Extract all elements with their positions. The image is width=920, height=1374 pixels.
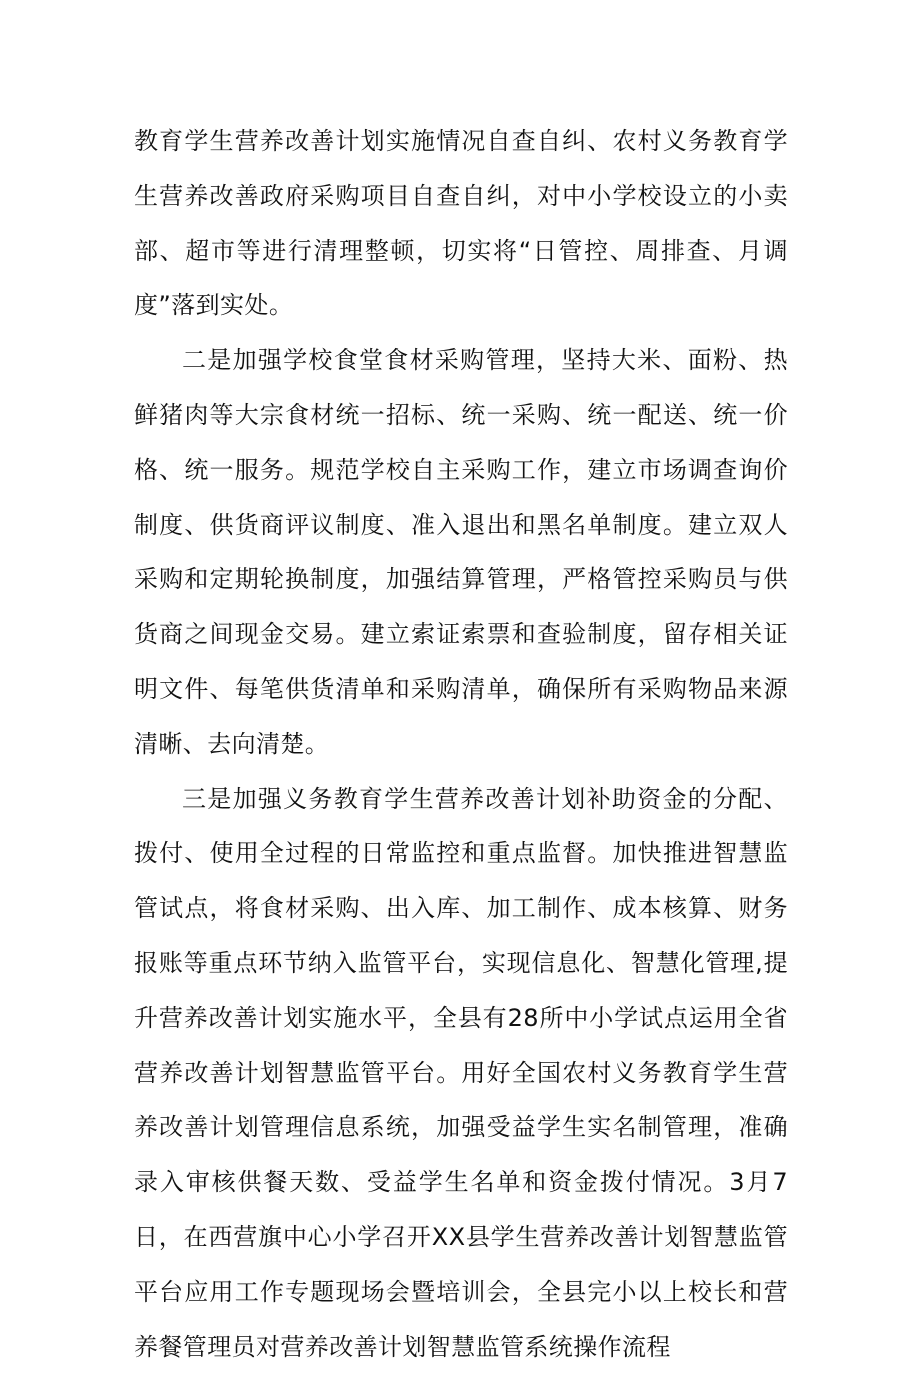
document-body <box>134 114 788 1374</box>
paragraph-fund-supervision: 三是加强义务教育学生营养改善计划补助资金的分配、拨付、使用全过程的日常监控和重点监督。加快推进智慧监管试点，将食材采购、出入库、加工制作、成本核算、财务报账等重点环节纳入监管平台，实现信息化、智慧化管理,提升营养改善计划实施水平，全县有28所中小学试点运用全省营养改善计划智慧监管平台。用好全国农村义务教育学生营养改善计划管理信息系统，加强受益学生实名制管理，准确录入审核供餐天数、受益学生名单和资金拨付情况。3月7日，在西营旗中心小学召开XX县学生营养改善计划智慧监管平台应用工作专题现场会暨培训会，全县完小以上校长和营养餐管理员对营养改善计划智慧监管系统操作流程 <box>134 784 788 1361</box>
paragraph-food-procurement: 二是加强学校食堂食材采购管理，坚持大米、面粉、热鲜猪肉等大宗食材统一招标、统一采购、统一配送、统一价格、统一服务。规范学校自主采购工作，建立市场调查询价制度、供货商评议制度、准入退出和黑名单制度。建立双人采购和定期轮换制度，加强结算管理，严格管控采购员与供货商之间现金交易。建立索证索票和查验制度，留存相关证明文件、每笔供货清单和采购清单，确保所有采购物品来源清晰、去向清楚。 <box>134 346 788 758</box>
paragraph-continuation: 教育学生营养改善计划实施情况自查自纠、农村义务教育学生营养改善政府采购项目自查自纠，对中小学校设立的小卖部、超市等进行清理整顿，切实将“日管控、周排查、月调度”落到实处。 <box>134 127 788 320</box>
